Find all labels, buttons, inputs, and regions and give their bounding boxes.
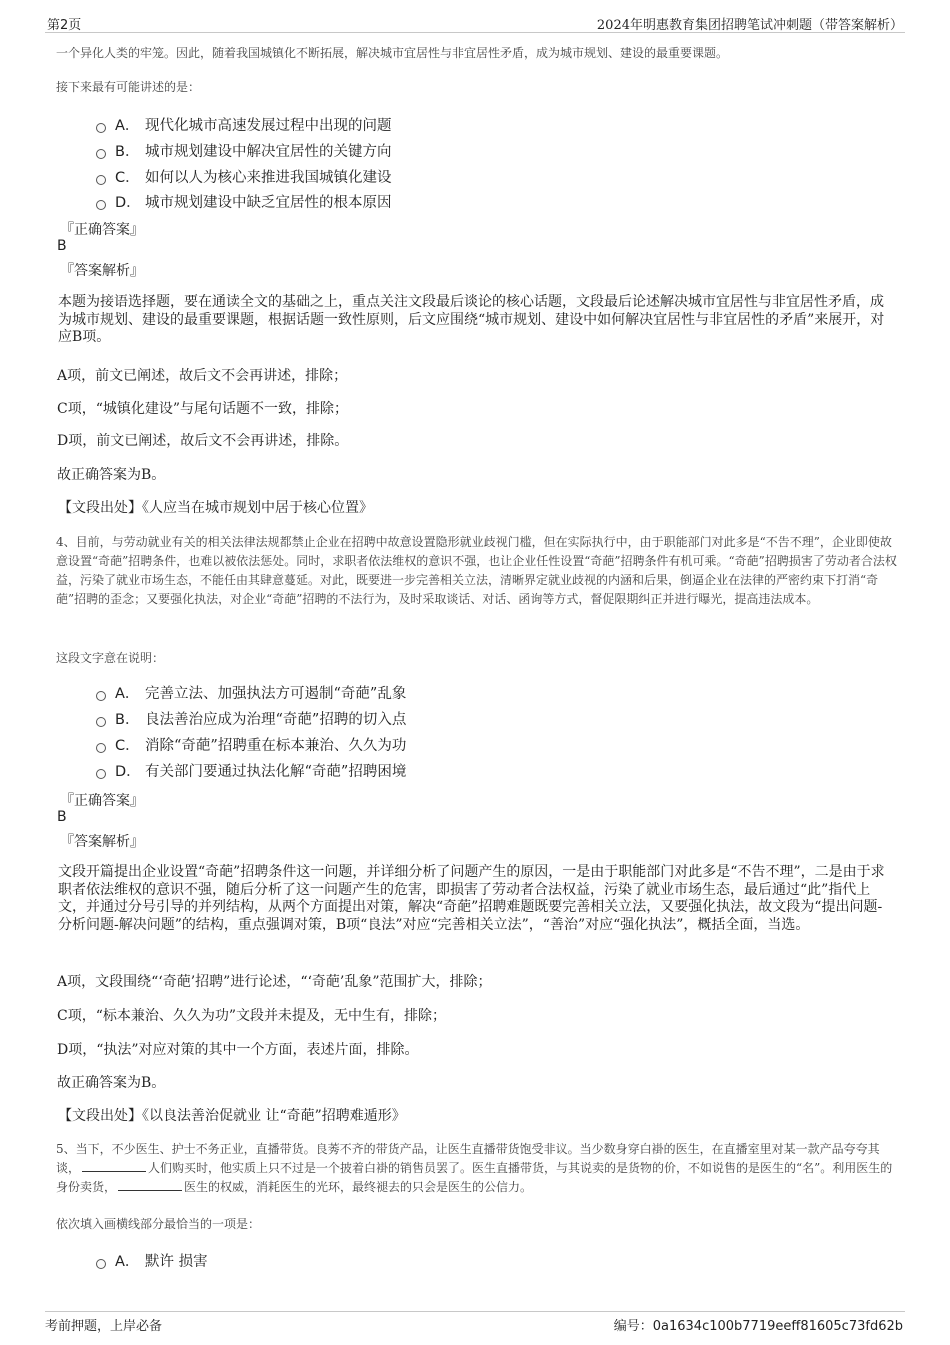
- q5-text: 5、当下，不少医生、护士不务正业，直播带货。良莠不齐的带货产品，让医生直播带货饱受非议。当少数身穿白褂的医生，在直播室里对某一款产品夸夸其谈， 人们购买时，他实质上只不过是一个披着白褂的销售员罢了。医生直播带货，与其说卖的是货物的价，不如说售的是医生的“名”。利用医生的身份卖货， 医生的权威，消耗医生的光环，最终褪去的只会是医生的公信力。: [56, 1142, 893, 1194]
- document-id: [614, 1315, 903, 1334]
- fill-blank-2[interactable]: [118, 1178, 182, 1191]
- q4-analysis-label: 『答案解析』: [60, 834, 144, 850]
- radio-icon[interactable]: [96, 743, 106, 753]
- q3-analysis-label: 『答案解析』: [60, 263, 144, 279]
- q4-option-d[interactable]: D． 有关部门要通过执法化解“奇葩”招聘困境: [96, 760, 406, 782]
- fill-blank-1[interactable]: [82, 1159, 146, 1172]
- footer-slogan: 考前押题，上岸必备: [45, 1319, 163, 1334]
- q3-conclusion: 故正确答案为B。: [57, 467, 166, 483]
- q4-answer: B: [57, 809, 67, 825]
- q4-analysis: 文段开篇提出企业设置“奇葩”招聘条件这一问题，并详细分析了问题产生的原因，一是由于职能部门对此多是“不告不理”，二是由于求职者依法维权的意识不强，随后分析了这一问题产生的危害，即损害了劳动者合法权益，污染了就业市场生态，最后通过“此”指代上文，并通过分号引导的并列结构，从两个方面提出对策，解决“奇葩”招聘难题既要完善相关立法，又要强化执法，故文段为“提出问题-分析问题-解决问题”的结构，重点强调对策，B项“良法”对应“完善相关立法”，“善治”对应“强化执法”，概括全面，当选。: [58, 864, 885, 933]
- page-header: [45, 12, 905, 33]
- radio-icon[interactable]: [96, 717, 106, 727]
- q3-item-d: D项，前文已阐述，故后文不会再讲述，排除。: [57, 433, 349, 449]
- q5-prompt: 依次填入画横线部分最恰当的一项是：: [56, 1217, 261, 1231]
- q4-prompt: 这段文字意在说明：: [56, 651, 165, 665]
- q4-item-d: D项，“执法”对应对策的其中一个方面，表述片面，排除。: [57, 1042, 419, 1058]
- q4-text: 4、目前，与劳动就业有关的相关法律法规都禁止企业在招聘中故意设置隐形就业歧视门槛，但在实际执行中，由于职能部门对此多是“不告不理”，企业即使故意设置“奇葩”招聘条件，也难以被依法惩处。同时，求职者依法维权的意识不强，也让企业任性设置“奇葩”招聘条件有机可乘。“奇葩”招聘损害了劳动者合法权益，污染了就业市场生态，不能任由其肆意蔓延。对此，既要进一步完善相关立法，清晰界定就业歧视的内涵和后果，倒逼企业在法律的严密约束下打消“奇葩”招聘的歪念；又要强化执法，对企业“奇葩”招聘的不法行为，及时采取谈话、对话、函询等方式，督促限期纠正并进行曝光，提高违法成本。: [56, 535, 897, 606]
- radio-icon[interactable]: [96, 200, 106, 210]
- q5-option-a[interactable]: A． 默许 损害: [96, 1250, 208, 1272]
- document-title: 2024年明惠教育集团招聘笔试冲刺题（带答案解析）: [596, 18, 903, 33]
- q4-option-a[interactable]: A． 完善立法、加强执法方可遏制“奇葩”乱象: [96, 682, 406, 704]
- radio-icon[interactable]: [96, 691, 106, 701]
- q4-item-c: C项，“标本兼治、久久为功”文段并未提及，无中生有，排除；: [57, 1008, 447, 1024]
- document-id-label: 编号：: [613, 1319, 653, 1334]
- q3-item-c: C项，“城镇化建设”与尾句话题不一致，排除；: [57, 401, 349, 417]
- q3-prompt: 接下来最有可能讲述的是：: [56, 80, 201, 94]
- q3-answer-label: 『正确答案』: [60, 222, 144, 238]
- page-number: 第2页: [47, 18, 82, 33]
- page-footer: [45, 1311, 905, 1338]
- q3-item-a: A项，前文已阐述，故后文不会再讲述，排除；: [57, 368, 348, 384]
- q3-option-b[interactable]: B． 城市规划建设中解决宜居性的关键方向: [96, 140, 392, 162]
- q4-source: 【文段出处】《以良法善治促就业 让“奇葩”招聘难遁形》: [58, 1108, 406, 1124]
- radio-icon[interactable]: [96, 123, 106, 133]
- q3-tail-text: 一个异化人类的牢笼。因此，随着我国城镇化不断拓展，解决城市宜居性与非宜居性矛盾，成为城市规划、建设的最重要课题。: [56, 46, 729, 60]
- q3-analysis: 本题为接语选择题，要在通读全文的基础之上，重点关注文段最后谈论的核心话题，文段最后论述解决城市宜居性与非宜居性矛盾，成为城市规划、建设的最重要课题，根据话题一致性原则，后文应围绕“城市规划、建设中如何解决宜居性与非宜居性的矛盾”来展开，对应B项。: [58, 294, 885, 345]
- radio-icon[interactable]: [96, 769, 106, 779]
- q4-conclusion: 故正确答案为B。: [57, 1075, 166, 1091]
- document-id-value: 0a1634c100b7719eeff81605c73fd62b: [652, 1319, 903, 1334]
- q3-option-a[interactable]: A． 现代化城市高速发展过程中出现的问题: [96, 114, 392, 136]
- radio-icon[interactable]: [96, 149, 106, 159]
- q3-answer: B: [57, 238, 67, 254]
- radio-icon[interactable]: [96, 1259, 106, 1269]
- q4-item-a: A项，文段围绕“‘奇葩’招聘”进行论述，“‘奇葩’乱象”范围扩大，排除；: [57, 974, 492, 990]
- q4-answer-label: 『正确答案』: [60, 793, 144, 809]
- q3-option-d[interactable]: D． 城市规划建设中缺乏宜居性的根本原因: [96, 191, 392, 213]
- radio-icon[interactable]: [96, 175, 106, 185]
- q3-source: 【文段出处】《人应当在城市规划中居于核心位置》: [58, 500, 373, 516]
- q4-option-b[interactable]: B． 良法善治应成为治理“奇葩”招聘的切入点: [96, 708, 406, 730]
- q4-option-c[interactable]: C． 消除“奇葩”招聘重在标本兼治、久久为功: [96, 734, 406, 756]
- q3-option-c[interactable]: C． 如何以人为核心来推进我国城镇化建设: [96, 166, 392, 188]
